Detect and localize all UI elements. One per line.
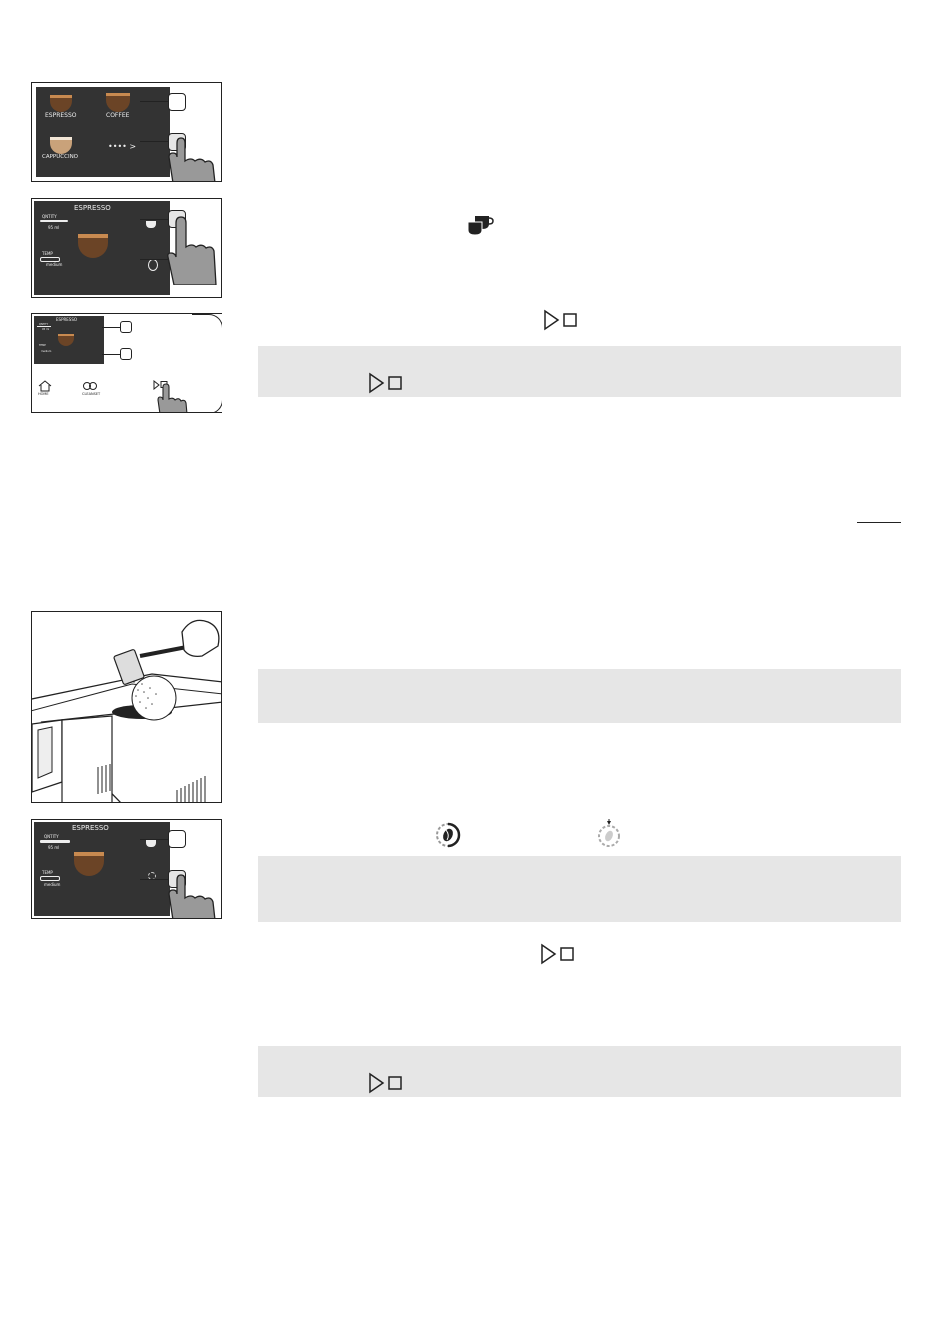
leader-line xyxy=(102,354,120,355)
espresso-cup-icon[interactable] xyxy=(50,95,72,112)
start-stop-icon xyxy=(540,943,576,965)
quantity-value: 95 ml xyxy=(48,845,60,850)
temp-label: TEMP xyxy=(42,870,53,875)
start-stop-icon xyxy=(543,309,579,331)
screen-title: ESPRESSO xyxy=(72,824,109,832)
ground-coffee-icon xyxy=(595,819,623,849)
leader-line xyxy=(140,141,168,142)
coffee-label: COFFEE xyxy=(106,112,130,119)
clean-label: CLEANSET xyxy=(82,392,101,396)
espresso-cup-icon xyxy=(58,334,74,346)
temp-value: medium xyxy=(46,262,63,267)
display-screen xyxy=(34,201,170,295)
double-cup-icon xyxy=(466,214,494,236)
figure-pre-ground-coffee xyxy=(31,611,222,803)
coffee-bean-icon xyxy=(434,821,462,849)
start-stop-icon xyxy=(368,372,404,394)
temp-value: medium xyxy=(44,882,61,887)
pre-ground-coffee-illustration xyxy=(32,612,222,803)
temp-label: TEMP xyxy=(42,251,53,256)
temp-bar xyxy=(40,876,60,881)
clean-icon[interactable] xyxy=(82,381,98,391)
screen-title: ESPRESSO xyxy=(74,204,111,212)
note-box xyxy=(258,346,901,397)
side-button-top[interactable] xyxy=(168,93,186,111)
cup-size-icon xyxy=(146,221,156,228)
temp-label: TEMP xyxy=(39,344,46,347)
figure-main-menu xyxy=(31,82,222,182)
rule-line xyxy=(857,522,901,523)
side-button-top[interactable] xyxy=(120,321,132,333)
finger-press-icon xyxy=(165,135,222,182)
leader-line xyxy=(140,101,168,102)
quantity-bar xyxy=(37,326,51,327)
display-screen xyxy=(34,822,170,916)
figure-espresso-detail-double xyxy=(31,198,222,298)
side-button-bottom[interactable] xyxy=(120,348,132,360)
quantity-bar xyxy=(40,220,68,222)
espresso-cup-icon xyxy=(74,852,104,876)
panel-edge xyxy=(192,314,222,413)
espresso-cup-icon xyxy=(78,234,108,258)
side-button-top[interactable] xyxy=(168,830,186,848)
start-stop-icon xyxy=(368,1072,404,1094)
home-icon[interactable] xyxy=(38,380,52,392)
note-box xyxy=(258,1046,901,1097)
finger-press-icon xyxy=(165,872,222,919)
quantity-label: QNTITY xyxy=(42,214,57,219)
espresso-label: ESPRESSO xyxy=(45,112,77,119)
screen-title: ESPRESSO xyxy=(56,317,78,322)
cup-size-icon xyxy=(146,840,156,847)
bean-icon xyxy=(148,259,158,271)
temp-value: medium xyxy=(41,350,52,353)
figure-espresso-ground-select xyxy=(31,819,222,919)
quantity-value: 95 ml xyxy=(42,328,50,331)
coffee-cup-icon[interactable] xyxy=(106,93,130,112)
note-box xyxy=(258,856,901,922)
quantity-label: QNTITY xyxy=(44,834,59,839)
note-box xyxy=(258,669,901,723)
quantity-value: 95 ml xyxy=(48,225,60,230)
figure-espresso-start xyxy=(31,313,222,413)
leader-line xyxy=(140,879,168,880)
leader-line xyxy=(102,327,120,328)
finger-press-icon xyxy=(154,382,190,413)
display-screen xyxy=(34,316,104,364)
quantity-bar xyxy=(40,840,70,843)
more-arrow-label[interactable]: •••• > xyxy=(108,142,137,151)
quantity-label: QNTITY xyxy=(39,323,49,326)
cappuccino-cup-icon[interactable] xyxy=(50,137,72,154)
leader-line xyxy=(140,839,168,840)
home-label: HOME xyxy=(38,392,49,396)
cappuccino-label: CAPPUCCINO xyxy=(42,154,79,160)
finger-press-icon xyxy=(162,213,222,285)
